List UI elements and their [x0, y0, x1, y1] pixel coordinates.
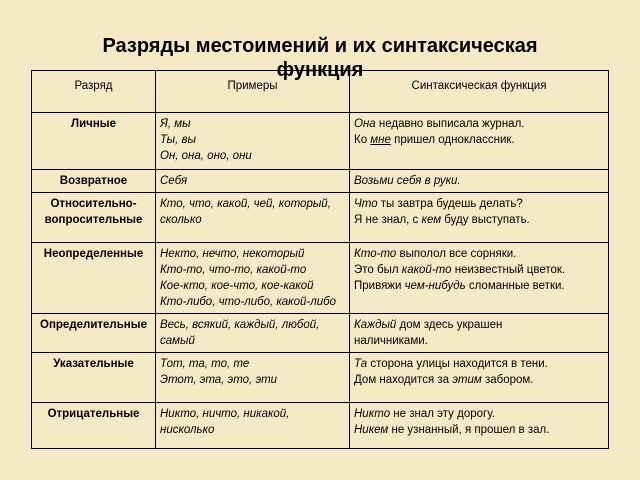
examples-cell [156, 193, 350, 243]
examples-cell [156, 353, 350, 403]
examples-cell [156, 314, 350, 353]
category-cell: Неопределенные [32, 243, 156, 314]
pronoun-highlight: Кто-то [354, 248, 397, 260]
pronoun-table-container [31, 70, 608, 449]
example-line: Он, она, оно, они [160, 150, 252, 162]
table-row [32, 193, 609, 243]
pronoun-highlight: чем-нибудь [404, 280, 466, 292]
sentence-fragment: не знал эту дорогу. [390, 408, 496, 420]
function-cell [350, 353, 609, 403]
examples-cell [156, 113, 350, 170]
pronoun-highlight: Она [354, 118, 376, 130]
example-line: Кто-либо, что-либо, какой-либо [160, 296, 336, 308]
table-row [32, 403, 609, 449]
example-line: Некто, нечто, некоторый [160, 248, 305, 260]
function-line [354, 262, 604, 278]
example-line: самый [160, 335, 195, 347]
category-cell: Личные [32, 113, 156, 170]
sentence-fragment: сломанные ветки. [465, 280, 565, 292]
sentence-fragment: недавно выписала журнал. [375, 118, 525, 130]
sentence-fragment: Дом находится за [354, 374, 453, 386]
pronoun-highlight: кем [421, 214, 442, 226]
sentence-fragment: выполол все сорняки. [396, 248, 517, 260]
function-line [354, 356, 604, 372]
sentence-fragment: ты завтра будешь делать? [377, 198, 523, 210]
sentence-fragment: Я не знал, с [354, 214, 422, 226]
function-line [354, 333, 604, 349]
function-cell [350, 314, 609, 353]
table-body [32, 113, 609, 449]
pronoun-highlight: Никто [354, 408, 391, 420]
header-examples: Примеры [156, 71, 350, 113]
category-line: Относительно- [50, 198, 137, 210]
table-row [32, 243, 609, 314]
sentence-fragment: Это был [354, 264, 402, 276]
category-cell: Определительные [32, 314, 156, 353]
function-line [354, 173, 604, 189]
sentence-fragment: неизвестный цветок. [451, 264, 566, 276]
table-header-row [32, 71, 609, 113]
function-line [354, 422, 604, 438]
example-line: Кое-кто, кое-что, кое-какой [160, 280, 314, 292]
sentence-fragment: пришел одноклассник. [390, 134, 515, 146]
function-cell [350, 170, 609, 193]
pronoun-highlight: Та [354, 358, 368, 370]
category-line: вопросительные [44, 214, 143, 226]
function-line [354, 196, 604, 212]
category-cell [32, 193, 156, 243]
pronoun-table [31, 70, 609, 449]
function-line [354, 278, 604, 294]
example-line: Этот, эта, это, эти [160, 374, 278, 386]
function-cell [350, 243, 609, 314]
example-line: Кто-то, что-то, какой-то [160, 264, 307, 276]
header-category: Разряд [32, 71, 156, 113]
function-cell [350, 113, 609, 170]
example-line: нисколько [160, 424, 215, 436]
example-line: Тот, та, то, те [160, 358, 250, 370]
table-row [32, 353, 609, 403]
sentence-fragment: буду выступать. [441, 214, 530, 226]
category-cell: Указательные [32, 353, 156, 403]
sentence-fragment: дом здесь украшен [396, 319, 503, 331]
function-line [354, 317, 604, 333]
examples-cell [156, 170, 350, 193]
examples-cell [156, 243, 350, 314]
pronoun-highlight: Никем [354, 424, 389, 436]
function-line [354, 212, 604, 228]
function-line [354, 372, 604, 388]
function-line [354, 246, 604, 262]
function-line [354, 116, 604, 132]
category-cell: Отрицательные [32, 403, 156, 449]
pronoun-highlight: этим [452, 374, 482, 386]
example-line: Ты, вы [160, 134, 196, 146]
example-line: Себя [160, 175, 188, 187]
example-line: Весь, всякий, каждый, любой, [160, 319, 320, 331]
sentence-fragment: забором. [481, 374, 534, 386]
page-title-line-2: функция [276, 59, 364, 81]
category-cell: Возвратное [32, 170, 156, 193]
function-cell [350, 193, 609, 243]
sentence-fragment: сторона улицы находится в тени. [367, 358, 548, 370]
table-row [32, 314, 609, 353]
table-row [32, 170, 609, 193]
sentence-fragment: Ко [354, 134, 371, 146]
table-row [32, 113, 609, 170]
pronoun-highlight: какой-то [401, 264, 452, 276]
pronoun-highlight: Каждый [354, 319, 397, 331]
function-cell [350, 403, 609, 449]
example-line: Я, мы [160, 118, 191, 130]
function-line [354, 132, 604, 148]
sentence-fragment: не узнанный, я прошел в зал. [388, 424, 550, 436]
examples-cell [156, 403, 350, 449]
pronoun-highlight: Возьми себя в руки. [354, 175, 461, 187]
pronoun-highlight: Что [354, 198, 378, 210]
example-line: Кто, что, какой, чей, который, [160, 198, 331, 210]
header-function: Синтаксическая функция [350, 71, 609, 113]
sentence-fragment: Привяжи [354, 280, 405, 292]
function-line [354, 406, 604, 422]
example-line: Никто, ничто, никакой, [160, 408, 290, 420]
pronoun-highlight: мне [370, 134, 391, 146]
example-line: сколько [160, 214, 202, 226]
sentence-fragment: наличниками. [354, 335, 428, 347]
page-title-line-1: Разряды местоимений и их синтаксическая [102, 35, 538, 57]
